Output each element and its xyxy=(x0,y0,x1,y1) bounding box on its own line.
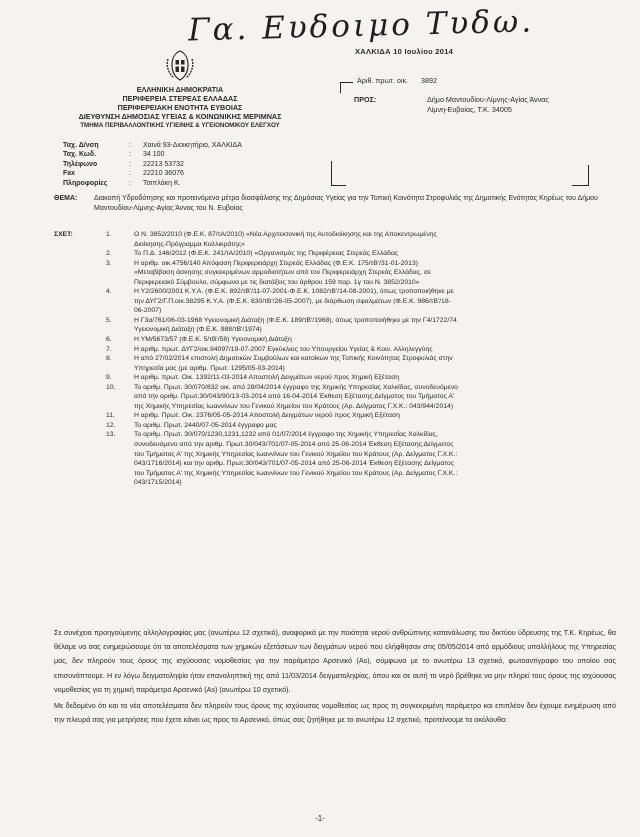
reference-item xyxy=(54,354,614,373)
reference-item xyxy=(54,259,614,288)
reference-item xyxy=(54,430,614,487)
contact-key: Πληροφορίες xyxy=(63,179,108,187)
reference-number: 6. xyxy=(106,336,112,344)
contact-details xyxy=(63,141,242,188)
reference-number: 4. xyxy=(106,288,112,296)
reference-number: 10. xyxy=(106,383,116,391)
contact-key: Fax xyxy=(63,170,76,178)
document-date: ΧΑΛΚΙΔΑ 10 Ιουλίου 2014 xyxy=(355,47,454,56)
reference-line: του Τμήματος Α' της Χημικής Υπηρεσίας Ιωαννίνων του Γενικού Χημείου του Κράτους (Αρ. Δείγματος Γ.Χ.Κ.: xyxy=(134,450,458,458)
reference-number: 7. xyxy=(106,345,112,353)
recipient-line: Λίμνη-Ευβοίας, Τ.Κ. 34005 xyxy=(427,105,512,114)
reference-line: Περιφερειακό Σύμβουλο, σύμφωνα με τις διατάξεις του άρθρου 159 παρ. 1γ του Ν. 3852/2010» xyxy=(134,278,420,286)
reference-line: της Χημικής Υπηρεσίας Ιωαννίνων του Γενικού Χημείου του Κράτους (Αρ. Δείγματος Γ.Χ.Κ.: 043/944/2014) xyxy=(134,402,454,410)
contact-value: Τσιπλάκη Κ. xyxy=(143,179,181,187)
reference-line: Η αριθμ. οικ.4756/140 Απόφαση Περιφερειάρχη Στερεάς Ελλάδας (Φ.Ε.Κ. 175/τΒ'/31-01-2013) xyxy=(134,259,418,267)
ministry-line: ΠΕΡΙΦΕΡΕΙΑ ΣΤΕΡΕΑΣ ΕΛΛΑΔΑΣ xyxy=(122,94,238,103)
references-label: ΣΧΕΤ: xyxy=(54,231,73,238)
recipient-line: Δήμο Μαντουδίου-Λίμνης-Αγίας Άννας xyxy=(427,95,549,104)
greek-coat-of-arms-icon xyxy=(163,49,197,83)
protocol-number xyxy=(357,76,437,85)
subject-block xyxy=(54,194,614,214)
reference-line: 043/1716/2014) και την αριθμ. Πρωτ.30/043/701/07-05-2014 από 25-06-2014 Έκθεση Εξέτασης Δείγματος xyxy=(134,460,454,468)
ministry-header xyxy=(70,85,290,130)
contact-value: 22213 53732 xyxy=(143,160,184,168)
reference-item xyxy=(54,383,614,412)
reference-number: 3. xyxy=(106,259,112,267)
contact-row: Ταχ. Κωδ. : 34 100 xyxy=(63,151,165,159)
recipient-label: ΠΡΟΣ: xyxy=(354,95,377,104)
reference-line: Το αριθμ. Πρωτ. 30/070/1230,1231,1232 από 01/07/2014 έγγραφο της Χημικής Υπηρεσίας Χαλκίδας, xyxy=(134,431,438,439)
address-window-mark xyxy=(572,165,589,186)
reference-number: 12. xyxy=(106,421,116,429)
ministry-line: ΕΛΛΗΝΙΚΗ ΔΗΜΟΚΡΑΤΙΑ xyxy=(136,85,224,94)
contact-value: 34 100 xyxy=(143,151,165,159)
reference-number: 2. xyxy=(106,250,112,258)
reference-line: «Μεταβίβαση άσκησης συγκεκριμένων αρμοδιοτήτων από τον Περιφερειάρχη Στερεάς Ελλάδας, σε xyxy=(134,269,431,277)
body-paragraph: Σε συνέχεια προηγούμενης αλληλογραφίας μας (ανωτέρω 12 σχετικό), αναφορικά με την ποιότητα νερού ανθρώπινης κατανάλωσης του δικτύου ύδρευσης της Τ.Κ. Κηρέως, θα θέλαμε να σας ενημερώσουμε ότι τα αποτελέσματα των χημικών εξετάσεων των δειγμάτων νερού που ελήφθησαν στις 05/05/2014 από αρμόδιους υπαλλήλους της Υπηρεσίας μας, δεν πληρούν τους όρους της ισχύουσας νομοθεσίας για την παράμετρο Αρσενικό (As), σύμφωνα με το ανωτέρω 13 σχετικό, φωτοαντίγραφο του οποίου σας επισυνάπτουμε. Η εν λόγω δειγματοληψία ήταν επαναληπτική της από 11/03/2014 δειγματοληψίας, όπου και σε αυτή το νερό βρέθηκε να μην πληρεί τους όρους της ισχύουσας νομοθεσίας για τη χημική παράμετρο Αρσενικό (As) (ανωτέρω 10 σχετικό). xyxy=(54,628,616,694)
reference-number: 13. xyxy=(106,431,116,439)
contact-key: Ταχ. Δ/νση xyxy=(63,142,99,149)
address-window-mark xyxy=(340,82,353,93)
contact-value: 22210 36076 xyxy=(143,170,184,178)
reference-line: Το αριθμ. Πρωτ. 30/070/832 οικ. από 28/04/2014 έγγραφο της Χημικής Υπηρεσίας Χαλκίδας, συνοδευόμενο xyxy=(134,383,458,391)
references-list xyxy=(54,230,614,488)
reference-line: Η Γ3α/761/06-03-1968 Υγειονομική Διάταξη (Φ.Ε.Κ. 189/τΒ'/1968), όπως τροποποιήθηκε με την Γ4/1722/74 xyxy=(134,316,457,324)
reference-line: Διοίκησης-Πρόγραμμα Καλλικράτης» xyxy=(134,240,245,248)
recipient-block xyxy=(354,95,549,115)
subject-text: Διακοπή Υδροδότησης και προτεινόμενα μέτρα διασφάλισης της Δημόσιας Υγείας για την Τοπική Κοινότητα Στροφυλιάς της Δημοτικής Ενότητας Κηρέως του Δήμου Μαντουδίου-Λίμνης-Αγίας Άννας του Ν. Ευβοίας xyxy=(94,195,598,212)
reference-item xyxy=(54,287,614,316)
reference-item xyxy=(54,249,614,259)
reference-line: Ο Ν. 3852/2010 (Φ.Ε.Κ. 87/τΑ/2010) «Νέα Αρχιτεκτονική της Αυτοδιοίκησης και της Αποκεντρωμένης xyxy=(134,231,437,238)
ministry-line: ΤΜΗΜΑ ΠΕΡΙΒΑΛΛΟΝΤΙΚΗΣ ΥΓΙΕΙΝΗΣ & ΥΓΕΙΟΝΟΜΙΚΟΥ ΕΛΕΓΧΟΥ xyxy=(80,122,280,129)
reference-line: του Τμήματος Α' της Χημικής Υπηρεσίας Ιωαννίνων του Γενικού Χημείου του Κράτους (Αρ. Δείγματος Γ.Χ.Κ.: xyxy=(134,469,458,477)
reference-line: Η αριθμ. πρωτ. Οικ. 1392/11-03-2014 Αποστολή Δειγμάτων νερού προς Χημική Εξέταση xyxy=(134,374,400,382)
contact-row: Fax : 22210 36076 xyxy=(63,170,184,178)
reference-item xyxy=(54,335,614,345)
reference-line: την ΔΥΓ2/Γ.Π.οικ.38295 Κ.Υ.Α. (Φ.Ε.Κ. 630/τΒ'/26-05-2007), με διόρθωση σφαλμάτων (Φ.Ε.Κ. 986/τΒ'/18- xyxy=(134,297,451,305)
reference-line: Η ΥΜ/5673/57 (Φ.Ε.Κ. 5/τΒ'/58) Υγειονομική Διάταξη xyxy=(134,336,292,344)
reference-line: Η αριθμ. πρωτ. ΔΥΓ2/οικ.94097/19-07-2007 Εγκύκλιος του Υπουργείου Υγείας & Κοιν. Αλληλεγγύης xyxy=(134,345,433,353)
reference-number: 9. xyxy=(106,374,112,382)
ministry-line: ΔΙΕΥΘΥΝΣΗ ΔΗΜΟΣΙΑΣ ΥΓΕΙΑΣ & ΚΟΙΝΩΝΙΚΗΣ ΜΕΡΙΜΝΑΣ xyxy=(78,112,282,121)
reference-line: Η αριθμ. Πρωτ. Οικ. 2376/05-05-2014 Αποστολή Δειγμάτων νερού προς Χημική Εξέταση xyxy=(134,412,400,420)
reference-item xyxy=(54,316,614,335)
reference-line: από την αριθμ. Πρωτ.30/043/90/13-03-2014 από 16-04-2014 Έκθεση Εξέτασης Δείγματος του Τμήματος Α' xyxy=(134,393,455,401)
address-window-mark xyxy=(331,161,346,186)
reference-line: Η από 27/02/2014 επιστολή Δημοτικών Συμβούλων και κατοίκων της Τοπικής Κοινότητας Στροφυλιάς στην xyxy=(134,355,453,363)
contact-row: Πληροφορίες : Τσιπλάκη Κ. xyxy=(63,179,181,187)
reference-number: 11. xyxy=(106,412,115,420)
reference-item xyxy=(54,411,614,421)
contact-row: Τηλέφωνο : 22213 53732 xyxy=(63,160,184,168)
contact-value: Χαινά 93-Διοικητήριο, ΧΑΛΚΙΔΑ xyxy=(143,142,242,149)
reference-item xyxy=(54,373,614,383)
protocol-label: Αριθ. πρωτ. οικ. xyxy=(357,76,409,85)
contact-row: Ταχ. Δ/νση : Χαινά 93-Διοικητήριο, ΧΑΛΚΙΔΑ xyxy=(63,142,242,149)
protocol-value: 3892 xyxy=(421,76,437,85)
reference-number: 5. xyxy=(106,316,112,324)
body-text xyxy=(54,626,616,729)
reference-line: 06-2007) xyxy=(134,307,162,315)
contact-key: Ταχ. Κωδ. xyxy=(63,151,96,159)
reference-item xyxy=(54,345,614,355)
handwritten-note: Γα. Ευδοιμο Τυδω. xyxy=(187,3,535,49)
reference-line: Η Υ2/2600/2001 Κ.Υ.Α. (Φ.Ε.Κ. 892/τΒ'/11-07-2001-Φ.Ε.Κ. 1082/τΒ'/14-08-2001), όπως τροποποιήθηκε με xyxy=(134,288,454,296)
reference-line: 043/1715/2014) xyxy=(134,479,182,487)
reference-line: Υπηρεσία μας (με αριθμ. Πρωτ. 1295/05-03-2014) xyxy=(134,364,285,372)
contact-key: Τηλέφωνο xyxy=(63,160,98,168)
reference-number: 1. xyxy=(106,231,112,238)
reference-line: Υγειονομική Διάταξη (Φ.Ε.Κ. 988/τΒ'/1974) xyxy=(134,326,262,334)
ministry-line: ΠΕΡΙΦΕΡΕΙΑΚΗ ΕΝΟΤΗΤΑ ΕΥΒΟΙΑΣ xyxy=(117,103,243,112)
reference-line: Το Π.Δ. 146/2012 (Φ.Ε.Κ. 241/τΑ/2010) «Οργανισμός της Περιφέρειας Στερεάς Ελλάδας xyxy=(134,250,399,258)
subject-label: ΘΕΜΑ: xyxy=(54,195,78,202)
body-paragraph: Με δεδομένο ότι και τα νέα αποτελέσματα δεν πληρούν τους όρους της ισχύουσας νομοθεσίας ως προς τη συγκεκριμένη παράμετρο και επιπλέον δεν έχουμε ενημέρωση από την πλευρά σας για μετρήσεις που έχετε κάνει ως προς το Αρσενικό, όπως σας ζητήθηκε με το ανωτέρω 12 σχετικό, προτείνουμε τα ακόλουθα: xyxy=(54,701,616,725)
reference-number: 8. xyxy=(106,355,112,363)
reference-item xyxy=(54,421,614,431)
reference-line: Το αριθμ. Πρωτ. 2440/07-05-2014 έγγραφο μας xyxy=(134,421,277,429)
references-block xyxy=(54,230,614,488)
page-number: -1- xyxy=(315,814,325,823)
reference-line: συνοδευόμενο από την αριθμ. Πρωτ.30/043/701/07-05-2014 από 25-06-2014 Έκθεση Εξέτασης Δείγματος xyxy=(134,441,454,449)
reference-item xyxy=(54,230,614,249)
